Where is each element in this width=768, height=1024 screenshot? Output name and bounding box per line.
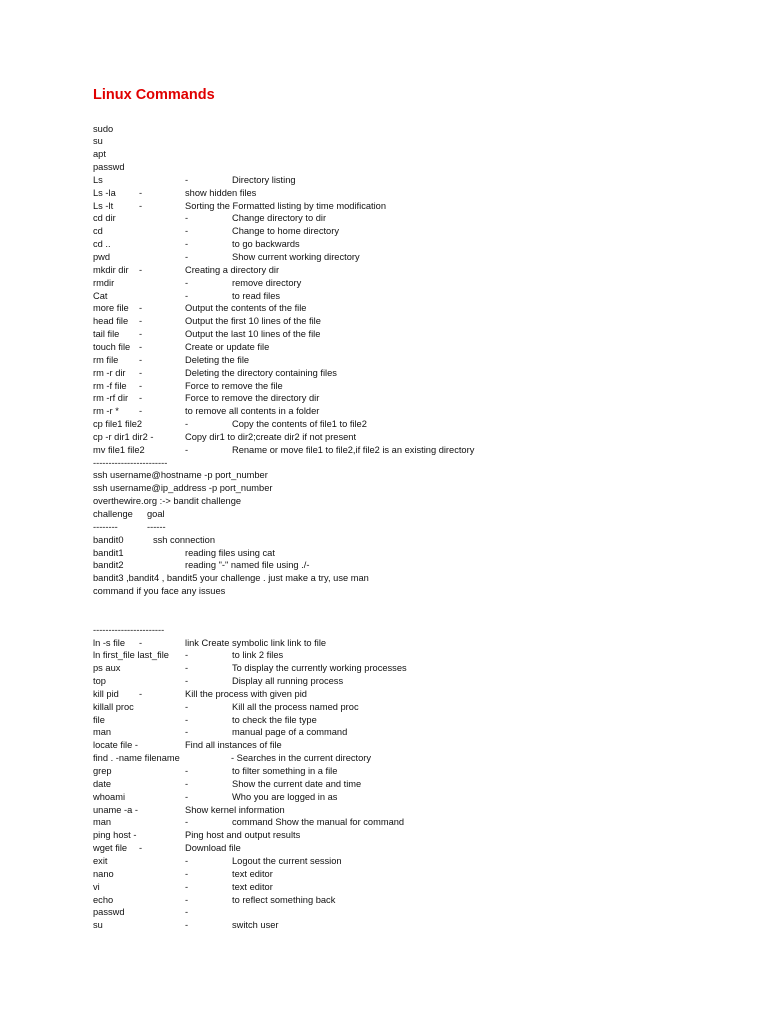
command-description: Rename or move file1 to file2,if file2 is an existing directory	[232, 444, 475, 455]
command-line	[0, 868, 768, 881]
command-description: Force to remove the file	[185, 380, 283, 391]
command-name: killall proc	[93, 701, 134, 712]
command-name: bandit2	[93, 560, 124, 571]
command-line	[0, 444, 768, 457]
command-line	[0, 469, 768, 482]
separator-dash: -	[185, 650, 189, 661]
line-text: command if you face any issues	[93, 586, 226, 597]
separator-dash: -	[185, 226, 189, 237]
command-description: Logout the current session	[232, 855, 342, 866]
command-description: to reflect something back	[232, 894, 336, 905]
command-name: rm file	[93, 354, 119, 365]
command-description: show hidden files	[185, 187, 257, 198]
command-name: Cat	[93, 290, 108, 301]
separator-dash: -	[139, 843, 143, 854]
separator-dash: -	[185, 881, 189, 892]
command-description: Kill all the process named proc	[232, 701, 359, 712]
separator-dash: -	[185, 239, 189, 250]
separator-dash: -	[185, 676, 189, 687]
command-description: reading "-" named file using ./-	[185, 560, 310, 571]
command-line	[0, 508, 768, 521]
command-description: ------	[147, 521, 166, 532]
command-name: cd ..	[93, 239, 111, 250]
command-description: Creating a directory dir	[185, 264, 280, 275]
separator-dash: -	[185, 791, 189, 802]
command-line	[0, 816, 768, 829]
separator-dash: -	[185, 714, 189, 725]
command-line	[0, 752, 768, 765]
separator-dash: -	[185, 855, 189, 866]
command-description: goal	[147, 509, 165, 519]
line-text: ssh username@ip_address -p port_number	[93, 483, 273, 494]
command-description: Deleting the file	[185, 354, 250, 365]
command-name: rmdir	[93, 277, 115, 288]
command-name: vi	[93, 881, 100, 892]
command-name: rm -rf dir	[93, 393, 129, 404]
command-description: to read files	[232, 290, 281, 301]
command-description: link Create symbolic link link to file	[185, 637, 327, 648]
command-name: ln first_file last_file	[93, 650, 169, 661]
command-description: Output the last 10 lines of the file	[185, 329, 321, 340]
command-description: Copy dir1 to dir2;create dir2 if not present	[185, 431, 357, 442]
separator-dash: -	[139, 341, 143, 352]
command-line	[0, 572, 768, 585]
command-line	[0, 148, 768, 161]
separator-dash: -	[139, 200, 143, 211]
command-name: challenge	[93, 509, 133, 519]
command-line	[0, 290, 768, 303]
command-line	[0, 611, 768, 624]
command-name: uname -a -	[93, 804, 138, 815]
command-line	[0, 238, 768, 251]
command-line	[0, 547, 768, 560]
command-description: Kill the process with given pid	[185, 688, 307, 699]
command-description: Download file	[185, 843, 241, 854]
command-line	[0, 906, 768, 919]
command-line	[0, 521, 768, 534]
command-name: cd	[93, 226, 103, 237]
line-text: sudo	[93, 123, 114, 134]
command-line	[0, 367, 768, 380]
command-line	[0, 302, 768, 315]
separator-dash: -	[185, 727, 189, 738]
command-description: to check the file type	[232, 714, 317, 725]
separator-dash: -	[185, 907, 189, 918]
command-line	[0, 726, 768, 739]
command-line	[0, 264, 768, 277]
line-text: ------------------------	[93, 457, 168, 468]
command-line	[0, 418, 768, 431]
command-name: rm -r *	[93, 406, 119, 417]
command-line	[0, 791, 768, 804]
command-name: mv file1 file2	[93, 444, 145, 455]
command-description: Output the contents of the file	[185, 303, 307, 314]
command-line	[0, 585, 768, 598]
separator-dash: -	[139, 264, 143, 275]
separator-dash: -	[185, 894, 189, 905]
command-name: Ls	[93, 174, 103, 185]
command-line	[0, 225, 768, 238]
separator-dash: -	[185, 817, 189, 828]
command-description: Find all instances of file	[185, 740, 282, 751]
command-name: more file	[93, 303, 129, 314]
command-name: kill pid	[93, 688, 119, 699]
separator-dash: -	[185, 277, 189, 288]
command-line	[0, 881, 768, 894]
command-description: command Show the manual for command	[232, 817, 405, 828]
line-text: apt	[93, 149, 106, 160]
command-description: text editor	[232, 881, 273, 892]
command-line	[0, 328, 768, 341]
command-name: ln -s file	[93, 637, 126, 648]
command-line	[0, 855, 768, 868]
command-name: top	[93, 676, 106, 687]
command-line	[0, 637, 768, 650]
command-line	[0, 919, 768, 932]
command-description: Output the first 10 lines of the file	[185, 316, 321, 327]
command-name: rm -r dir	[93, 367, 126, 378]
separator-dash: -	[185, 766, 189, 776]
command-name: nano	[93, 868, 114, 879]
command-name: date	[93, 778, 112, 789]
command-name: head file	[93, 316, 129, 327]
command-line	[0, 675, 768, 688]
command-line	[0, 701, 768, 714]
command-name: file	[93, 714, 105, 725]
command-line	[0, 354, 768, 367]
separator-dash: -	[139, 637, 143, 648]
command-description: to remove all contents in a folder	[185, 406, 320, 417]
separator-dash: -	[139, 688, 143, 699]
separator-dash: -	[185, 444, 189, 455]
command-description: Who you are logged in as	[232, 791, 338, 802]
command-name: su	[93, 920, 103, 931]
command-line	[0, 277, 768, 290]
command-line	[0, 341, 768, 354]
command-name: find . -name filename	[93, 753, 180, 764]
line-text: su	[93, 136, 103, 147]
separator-dash: -	[185, 252, 189, 262]
command-line	[0, 662, 768, 675]
command-description: switch user	[232, 920, 279, 931]
line-text: ssh username@hostname -p port_number	[93, 470, 268, 481]
separator-dash: -	[185, 868, 189, 879]
line-text: -----------------------	[93, 624, 165, 635]
command-name: whoami	[93, 791, 126, 802]
separator-dash: -	[139, 187, 143, 198]
command-line	[0, 688, 768, 701]
command-name: man	[93, 727, 112, 738]
command-name: man	[93, 817, 112, 828]
command-name: passwd	[93, 907, 125, 918]
separator-dash: -	[139, 406, 143, 417]
command-line	[0, 315, 768, 328]
command-description: to link 2 files	[232, 650, 284, 661]
command-description: to filter something in a file	[232, 766, 338, 776]
separator-dash: -	[185, 419, 189, 430]
command-line	[0, 380, 768, 393]
command-name: exit	[93, 855, 108, 866]
command-name: grep	[93, 766, 112, 776]
command-description: remove directory	[232, 277, 302, 288]
command-line	[0, 431, 768, 444]
command-description: Deleting the directory containing files	[185, 367, 337, 378]
command-line	[0, 534, 768, 547]
command-line	[0, 624, 768, 637]
command-description: ssh connection	[153, 534, 216, 545]
command-name: pwd	[93, 252, 111, 262]
command-description: - Searches in the current directory	[231, 753, 372, 764]
command-name: cp file1 file2	[93, 419, 143, 430]
command-name: cd dir	[93, 213, 116, 224]
command-name: ps aux	[93, 663, 121, 674]
command-description: manual page of a command	[232, 727, 348, 738]
command-description: Ping host and output results	[185, 830, 301, 841]
command-line	[0, 187, 768, 200]
command-line	[0, 251, 768, 264]
line-text: passwd	[93, 162, 125, 173]
command-line	[0, 212, 768, 225]
separator-dash: -	[185, 213, 189, 224]
command-description: Display all running process	[232, 676, 344, 687]
command-line	[0, 714, 768, 727]
command-line	[0, 894, 768, 907]
command-name: tail file	[93, 329, 120, 340]
command-name: rm -f file	[93, 380, 127, 391]
command-line	[0, 559, 768, 572]
command-line	[0, 765, 768, 778]
command-description: To display the currently working processes	[232, 663, 407, 674]
command-name: mkdir dir	[93, 264, 129, 275]
separator-dash: -	[185, 778, 189, 789]
command-line	[0, 495, 768, 508]
command-line	[0, 804, 768, 817]
command-description: Sorting the Formatted listing by time modification	[185, 200, 387, 211]
command-name: --------	[93, 521, 118, 532]
command-line	[0, 123, 768, 136]
separator-dash: -	[139, 303, 143, 314]
command-name: bandit1	[93, 547, 124, 558]
separator-dash: -	[185, 290, 189, 301]
command-name: cp -r dir1 dir2 -	[93, 431, 154, 442]
command-description: Create or update file	[185, 341, 270, 352]
separator-dash: -	[185, 701, 189, 712]
command-name: touch file	[93, 341, 131, 352]
command-line	[0, 405, 768, 418]
line-text: overthewire.org :-> bandit challenge	[93, 496, 242, 507]
command-line	[0, 739, 768, 752]
command-name: echo	[93, 894, 114, 905]
separator-dash: -	[185, 663, 189, 674]
command-line	[0, 778, 768, 791]
separator-dash: -	[139, 316, 143, 327]
command-line	[0, 135, 768, 148]
command-description: Force to remove the directory dir	[185, 393, 320, 404]
separator-dash: -	[139, 329, 143, 340]
command-name: Ls -lt	[93, 200, 114, 211]
command-description: Directory listing	[232, 174, 296, 185]
separator-dash: -	[139, 393, 143, 404]
command-line	[0, 482, 768, 495]
line-text: bandit3 ,bandit4 , bandit5 your challenge . just make a try, use man	[93, 573, 369, 584]
command-line	[0, 842, 768, 855]
command-line	[0, 598, 768, 611]
command-name: ping host -	[93, 830, 137, 841]
command-line	[0, 161, 768, 174]
command-description: reading files using cat	[185, 547, 275, 558]
command-description: Show current working directory	[232, 252, 360, 262]
command-description: Change to home directory	[232, 226, 339, 237]
command-name: locate file -	[93, 740, 138, 751]
command-line	[0, 829, 768, 842]
separator-dash: -	[185, 920, 189, 931]
command-description: text editor	[232, 868, 273, 879]
command-name: bandit0	[93, 534, 124, 545]
command-description: Show the current date and time	[232, 778, 362, 789]
command-line	[0, 174, 768, 187]
command-line	[0, 649, 768, 662]
document-title: Linux Commands	[93, 87, 215, 103]
command-line	[0, 200, 768, 213]
separator-dash: -	[185, 174, 189, 185]
separator-dash: -	[139, 354, 143, 365]
command-description: Show kernel information	[185, 804, 285, 815]
command-line	[0, 392, 768, 405]
command-description: Change directory to dir	[232, 213, 327, 224]
command-description: Copy the contents of file1 to file2	[232, 419, 367, 430]
separator-dash: -	[139, 380, 143, 391]
separator-dash: -	[139, 367, 143, 378]
command-description: to go backwards	[232, 239, 300, 250]
command-name: wget file	[93, 843, 128, 854]
command-line	[0, 457, 768, 470]
command-name: Ls -la	[93, 187, 116, 198]
